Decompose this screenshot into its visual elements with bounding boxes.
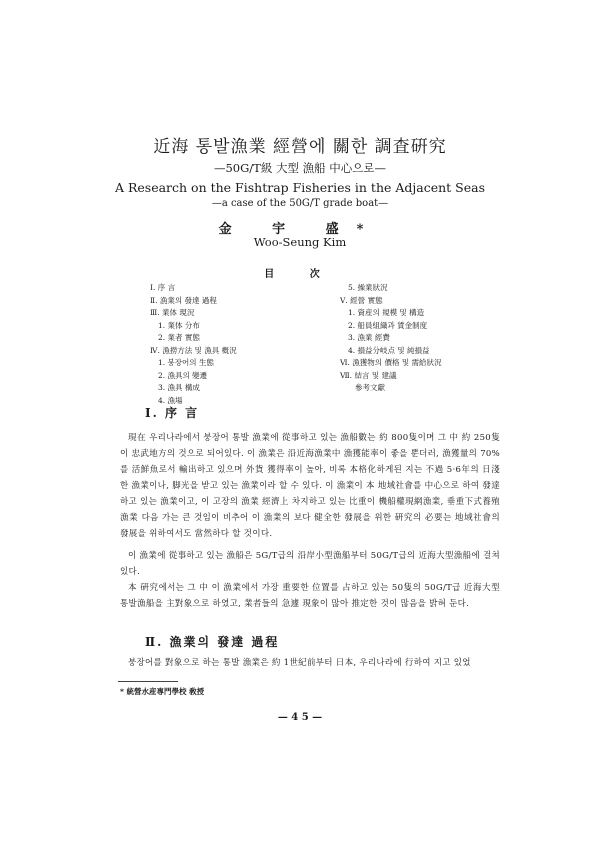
toc-item: 3. 漁業 經費: [348, 333, 390, 342]
toc-item: 5. 操業狀況: [348, 283, 388, 292]
section-1-paragraph-2: 이 漁業에 從事하고 있는 漁船은 5G/T급의 沿岸小型漁船부터 50G/T급의 近海大型漁船에 걸쳐 있다.: [120, 551, 500, 577]
toc-item: 2. 船員組織과 賃金制度: [348, 320, 428, 330]
toc-item: 2. 業者 實態: [158, 333, 200, 342]
toc-item: 2. 漁具의 變遷: [158, 370, 208, 380]
toc-item: Ⅱ. 漁業의 發達 過程: [150, 295, 217, 305]
toc-item: 4. 損益分岐点 및 純損益: [348, 345, 430, 355]
author-affiliation-footnote: * 統營水産專門學校 敎授: [120, 687, 205, 696]
paper-subtitle-korean: —50G/T級 大型 漁船 中心으로—: [213, 161, 387, 175]
author-name-korean: 金 宇 盛*: [218, 222, 382, 237]
paper-title-english: A Research on the Fishtrap Fisheries in the Adjacent Seas: [114, 180, 486, 195]
page-number: — 4 5 —: [277, 712, 323, 723]
toc-right-column: [340, 282, 540, 395]
section-1-paragraph-3: 本 硏究에서는 그 中 이 漁業에서 가장 重要한 位置를 占하고 있는 50隻의 50G/T급 近海大型통발漁船을 主對象으로 하였고, 業者들의 急遽 現象이 많아 推定한 것이 많음을 밝혀 둔다.: [120, 583, 500, 609]
toc-item: Ⅰ. 序 言: [150, 283, 176, 292]
paper-subtitle-english: —a case of the 50G/T grade boat—: [211, 198, 389, 209]
toc-item: Ⅵ. 漁獲物의 價格 및 需給狀況: [340, 358, 442, 367]
toc-item: 1. 資産의 規模 및 構造: [348, 308, 425, 317]
toc-item: 參考文獻: [355, 383, 385, 392]
toc-left-column: [150, 282, 340, 407]
section-2-paragraph-1: 붕장어를 對象으로 하는 통발 漁業은 約 1世紀前부터 日本, 우리나라에 行하여 지고 있었: [128, 658, 471, 668]
table-of-contents-title: 目 次: [264, 269, 336, 280]
author-name-english: Woo-Seung Kim: [253, 235, 347, 249]
toc-item: 1. 붕장어의 生態: [158, 358, 214, 367]
toc-item: 4. 漁場: [158, 395, 183, 405]
footnote-divider: [118, 681, 178, 682]
section-1-paragraph-1: 現在 우리나라에서 붕장어 통발 漁業에 從事하고 있는 漁船數는 約 800隻이며 그 中 約 250隻이 忠武地方의 것으로 되어있다. 이 漁業은 沿近海漁業中 漁獲能率이 좋을 뿐더러, 漁獲量의 70%를 活鮮魚로서 輸出하고 있으며 外貨 獲得率이 높아, 비록 本格化하게된 지는 不過 5·6年의 日淺한 漁業이나, 脚光을 받고 있는 漁業이라 할 수 있다. 이 漁業이 本 地域社會를 中心으로 하여 發達하고 있는 漁業이고, 이 고장의 漁業 經濟上 차지하고 있는 比重이 機船權現網漁業, 垂重下式養殖漁業 다음 가는 큰 것임이 비추어 이 漁業의 보다 健全한 發展을 위한 硏究의 必要는 地域社會의 發展을 위하여서도 當然하다 할 것이다.: [120, 433, 500, 539]
toc-item: Ⅳ. 漁撈方法 및 漁具 槪況: [150, 345, 237, 355]
toc-item: Ⅲ. 業体 現況: [150, 308, 195, 317]
section-1-heading: Ⅰ. 序 言: [145, 406, 200, 420]
section-2-heading: Ⅱ. 漁業의 發達 過程: [145, 635, 280, 649]
toc-item: Ⅴ. 經營 實態: [340, 295, 383, 305]
toc-item: 3. 漁具 構成: [158, 383, 200, 392]
toc-item: 1. 業体 分布: [158, 320, 200, 330]
paper-title-korean: 近海 통발漁業 經營에 關한 調査硏究: [153, 137, 447, 157]
toc-item: Ⅶ. 結言 및 建議: [340, 370, 397, 380]
